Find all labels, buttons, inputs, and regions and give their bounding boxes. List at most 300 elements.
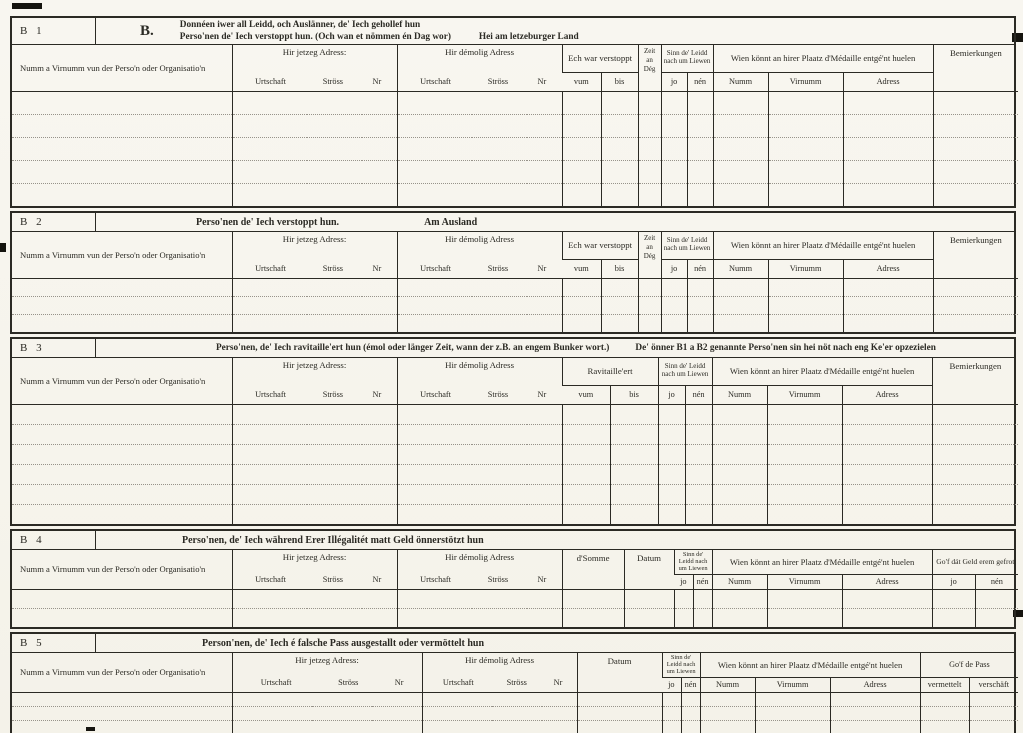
section-b3 (10, 337, 1016, 526)
col-header-current-address (232, 358, 397, 404)
fill-in-cell (12, 160, 232, 183)
fill-in-cell (577, 720, 662, 733)
fill-in-cell (693, 589, 712, 608)
fill-in-cell (397, 314, 562, 332)
fill-in-cell (768, 160, 843, 183)
section-b2 (10, 211, 1016, 334)
fill-in-cell (397, 160, 562, 183)
form-row (12, 464, 1018, 484)
col-header-alive: Sinn de' Leidd nach um Liewen (662, 653, 700, 677)
col-header-date: Datum (577, 653, 662, 692)
fill-in-cell (687, 91, 713, 114)
fill-in-cell (843, 296, 933, 314)
fill-in-cell (700, 720, 755, 733)
fill-in-cell (681, 720, 700, 733)
fill-in-cell (661, 314, 687, 332)
subcol-adress: Adress (842, 574, 932, 589)
section-b1 (10, 16, 1016, 208)
fill-in-cell (933, 183, 1018, 206)
col-header-money-repaid: Go'f dát Geld erem gefrot (932, 550, 1018, 574)
fill-in-cell (768, 278, 843, 296)
fill-in-cell (843, 114, 933, 137)
fill-in-cell (932, 504, 1018, 524)
fill-in-cell (932, 484, 1018, 504)
fill-in-cell (12, 589, 232, 608)
section-b1-title (96, 18, 1014, 44)
fill-in-cell (768, 296, 843, 314)
fill-in-cell (755, 720, 830, 733)
fill-in-cell (610, 504, 658, 524)
section-b1-heading-line2: Perso'nen de' Iech verstoppt hun. (Och wan et nömmen én Dag wor) (179, 32, 451, 42)
section-b4-heading: Perso'nen, de' Iech während Erer Illégalitét matt Geld önnerstötzt hun (182, 534, 484, 546)
section-b1-label: B 1 (12, 18, 96, 44)
table-b4 (12, 550, 1018, 627)
fill-in-cell (658, 424, 685, 444)
fill-in-cell (843, 278, 933, 296)
fill-in-cell (232, 296, 397, 314)
fill-in-cell (681, 692, 700, 706)
fill-in-cell (767, 608, 842, 627)
fill-in-cell (712, 608, 767, 627)
col-header-hidden-period: Ech war verstoppt (562, 45, 638, 72)
section-b4-label: B 4 (12, 531, 96, 549)
col-header-alive: Sinn de' Leidd nach um Liewen (661, 232, 713, 259)
section-b1-heading-location: Hei am letzeburger Land (478, 32, 579, 42)
fill-in-cell (601, 314, 638, 332)
fill-in-cell (969, 692, 1018, 706)
fill-in-cell (601, 137, 638, 160)
fill-in-cell (661, 160, 687, 183)
fill-in-cell (397, 404, 562, 424)
fill-in-cell (638, 91, 661, 114)
form-row (12, 278, 1018, 296)
col-header-current-address (232, 232, 397, 278)
subcol-urtschaft: Urtschaft (255, 390, 286, 400)
col-header-medal: Wien könnt an hirer Plaatz d'Médaille entgé'nt huelen (712, 358, 932, 385)
table-b2 (12, 232, 1018, 332)
fill-in-cell (658, 504, 685, 524)
subcol-virnumm: Virnumm (768, 72, 843, 91)
fill-in-cell (713, 278, 768, 296)
fill-in-cell (843, 160, 933, 183)
fill-in-cell (975, 608, 1018, 627)
col-header-name: Numm a Virnumm vun der Perso'n oder Organisatio'n (12, 358, 232, 404)
fill-in-cell (624, 589, 674, 608)
address-subcolumns (235, 264, 395, 274)
former-address-label: Hir démolig Adress (445, 360, 514, 370)
fill-in-cell (638, 314, 661, 332)
fill-in-cell (562, 91, 601, 114)
fill-in-cell (12, 720, 232, 733)
section-b5-label: B 5 (12, 634, 96, 652)
section-b1-heading-line1: Donnéen iwer all Leidd, och Auslänner, de' Iech gehollef hun (179, 19, 421, 30)
subcol-nr: Nr (537, 264, 547, 274)
col-header-current-address (232, 653, 422, 692)
fill-in-cell (232, 504, 397, 524)
fill-in-cell (920, 706, 969, 720)
section-b4-title-bar (12, 531, 1014, 550)
fill-in-cell (12, 314, 232, 332)
form-row (12, 589, 1018, 608)
fill-in-cell (969, 720, 1018, 733)
col-header-current-address (232, 45, 397, 91)
fill-in-cell (712, 424, 767, 444)
scan-artifact (0, 243, 6, 252)
form-row (12, 183, 1018, 206)
fill-in-cell (712, 444, 767, 464)
fill-in-cell (920, 720, 969, 733)
subcol-nr: Nr (372, 390, 382, 400)
form-b (10, 16, 1016, 733)
former-address-label: Hir démolig Adress (445, 552, 514, 562)
col-header-former-address (397, 232, 562, 278)
fill-in-cell (12, 424, 232, 444)
fill-in-cell (661, 137, 687, 160)
fill-in-cell (713, 160, 768, 183)
fill-in-cell (12, 484, 232, 504)
fill-in-cell (842, 404, 932, 424)
form-row (12, 91, 1018, 114)
section-b4-title (96, 531, 1014, 549)
fill-in-cell (933, 278, 1018, 296)
fill-in-cell (932, 589, 975, 608)
current-address-label: Hir jetzeg Adress: (282, 234, 347, 244)
fill-in-cell (768, 137, 843, 160)
fill-in-cell (562, 484, 610, 504)
fill-in-cell (601, 160, 638, 183)
address-subcolumns (400, 575, 560, 585)
section-b3-heading: Perso'nen, de' Iech ravitaille'ert hun (émol oder länger Zeit, wann der z.B. an engem Bunker wort.) (216, 343, 610, 353)
fill-in-cell (562, 424, 610, 444)
subcol-virnumm: Virnumm (768, 259, 843, 278)
fill-in-cell (397, 484, 562, 504)
subcol-nen: nén (687, 72, 713, 91)
section-b2-title-bar (12, 213, 1014, 232)
former-address-label: Hir démolig Adress (445, 47, 514, 57)
form-row (12, 404, 1018, 424)
subcol-virnumm: Virnumm (767, 385, 842, 404)
fill-in-cell (232, 183, 397, 206)
fill-in-cell (638, 278, 661, 296)
subcol-repaid-jo: jo (932, 574, 975, 589)
fill-in-cell (12, 183, 232, 206)
col-header-remarks: Bemierkungen (932, 358, 1018, 404)
subcol-jo: jo (662, 677, 681, 692)
current-address-header-block (235, 234, 395, 274)
fill-in-cell (767, 504, 842, 524)
fill-in-cell (232, 484, 397, 504)
form-row (12, 608, 1018, 627)
fill-in-cell (601, 91, 638, 114)
fill-in-cell (397, 424, 562, 444)
fill-in-cell (638, 160, 661, 183)
fill-in-cell (685, 404, 712, 424)
fill-in-cell (397, 504, 562, 524)
fill-in-cell (638, 183, 661, 206)
col-header-former-address (422, 653, 577, 692)
subcol-nr: Nr (537, 390, 547, 400)
fill-in-cell (12, 608, 232, 627)
section-b3-label: B 3 (12, 339, 96, 357)
fill-in-cell (562, 160, 601, 183)
subcol-bis: bis (610, 385, 658, 404)
fill-in-cell (577, 692, 662, 706)
fill-in-cell (12, 464, 232, 484)
fill-in-cell (712, 404, 767, 424)
fill-in-cell (842, 424, 932, 444)
fill-in-cell (700, 692, 755, 706)
fill-in-cell (610, 444, 658, 464)
form-row (12, 504, 1018, 524)
fill-in-cell (638, 296, 661, 314)
subcol-jo: jo (674, 574, 693, 589)
col-header-medal: Wien könnt an hirer Plaatz d'Médaille entgé'nt huelen (713, 45, 933, 72)
subcol-virnumm: Virnumm (767, 574, 842, 589)
subcol-repaid-nen: nén (975, 574, 1018, 589)
fill-in-cell (232, 706, 422, 720)
fill-in-cell (232, 720, 422, 733)
current-address-label: Hir jetzeg Adress: (282, 47, 347, 57)
section-b1-heading (180, 19, 579, 43)
fill-in-cell (397, 278, 562, 296)
fill-in-cell (830, 692, 920, 706)
fill-in-cell (687, 160, 713, 183)
section-b5-heading: Person'nen, de' Iech é falsche Pass ausgestallt oder vermöttelt hun (202, 637, 485, 649)
fill-in-cell (713, 296, 768, 314)
fill-in-cell (601, 278, 638, 296)
subcol-vum: vum (562, 385, 610, 404)
fill-in-cell (232, 589, 397, 608)
fill-in-cell (685, 424, 712, 444)
col-header-days: Zeit an Dég (638, 232, 661, 278)
subcol-nr: Nr (394, 678, 404, 688)
former-address-header-block (425, 655, 575, 688)
col-header-name: Numm a Virnumm vun der Perso'n oder Organisatio'n (12, 45, 232, 91)
subcol-verschaft: verschäft (969, 677, 1018, 692)
subcol-jo: jo (661, 72, 687, 91)
former-address-header-block (400, 360, 560, 400)
table-b1 (12, 45, 1018, 206)
fill-in-cell (975, 589, 1018, 608)
fill-in-cell (562, 464, 610, 484)
fill-in-cell (681, 706, 700, 720)
fill-in-cell (12, 296, 232, 314)
fill-in-cell (562, 504, 610, 524)
fill-in-cell (932, 464, 1018, 484)
fill-in-cell (842, 504, 932, 524)
former-address-header-block (400, 234, 560, 274)
fill-in-cell (562, 137, 601, 160)
current-address-header-block (235, 552, 395, 585)
fill-in-cell (232, 278, 397, 296)
fill-in-cell (562, 444, 610, 464)
col-header-remarks: Bemierkungen (933, 232, 1018, 278)
fill-in-cell (397, 444, 562, 464)
col-header-name: Numm a Virnumm vun der Perso'n oder Organisatio'n (12, 232, 232, 278)
fill-in-cell (768, 114, 843, 137)
current-address-label: Hir jetzeg Adress: (282, 360, 347, 370)
subcol-nen: nén (685, 385, 712, 404)
fill-in-cell (767, 404, 842, 424)
fill-in-cell (685, 484, 712, 504)
current-address-header-block (235, 360, 395, 400)
subcol-adress: Adress (842, 385, 932, 404)
fill-in-cell (687, 183, 713, 206)
fill-in-cell (932, 404, 1018, 424)
section-b3-title (96, 339, 1014, 357)
fill-in-cell (830, 720, 920, 733)
fill-in-cell (674, 589, 693, 608)
subcol-stross: Ströss (487, 390, 509, 400)
subcol-vum: vum (562, 259, 601, 278)
fill-in-cell (933, 314, 1018, 332)
current-address-label: Hir jetzeg Adress: (282, 552, 347, 562)
fill-in-cell (232, 91, 397, 114)
subcol-adress: Adress (830, 677, 920, 692)
col-header-medal: Wien könnt an hirer Plaatz d'Médaille entgé'nt huelen (700, 653, 920, 677)
fill-in-cell (712, 504, 767, 524)
fill-in-cell (768, 91, 843, 114)
fill-in-cell (933, 137, 1018, 160)
form-row (12, 114, 1018, 137)
address-subcolumns (235, 77, 395, 87)
fill-in-cell (12, 91, 232, 114)
fill-in-cell (601, 296, 638, 314)
former-address-label: Hir démolig Adress (445, 234, 514, 244)
fill-in-cell (562, 589, 624, 608)
subcol-nr: Nr (537, 575, 547, 585)
subcol-nr: Nr (537, 77, 547, 87)
former-address-header-block (400, 47, 560, 87)
subcol-stross: Ströss (338, 678, 359, 688)
fill-in-cell (767, 484, 842, 504)
fill-in-cell (687, 137, 713, 160)
fill-in-cell (397, 608, 562, 627)
fill-in-cell (685, 464, 712, 484)
fill-in-cell (422, 706, 577, 720)
fill-in-cell (624, 608, 674, 627)
fill-in-cell (842, 608, 932, 627)
subcol-stross: Ströss (322, 77, 344, 87)
fill-in-cell (842, 464, 932, 484)
fill-in-cell (562, 314, 601, 332)
fill-in-cell (601, 114, 638, 137)
section-b2-heading-location: Am Ausland (424, 216, 478, 228)
fill-in-cell (610, 424, 658, 444)
address-subcolumns (400, 264, 560, 274)
form-row (12, 296, 1018, 314)
fill-in-cell (932, 444, 1018, 464)
fill-in-cell (843, 314, 933, 332)
address-subcolumns (235, 678, 420, 688)
fill-in-cell (662, 720, 681, 733)
col-header-alive: Sinn de' Leidd nach um Liewen (661, 45, 713, 72)
fill-in-cell (661, 183, 687, 206)
subcol-jo: jo (661, 259, 687, 278)
former-address-label: Hir démolig Adress (465, 655, 534, 666)
subcol-urtschaft: Urtschaft (255, 77, 286, 87)
address-subcolumns (235, 575, 395, 585)
fill-in-cell (601, 183, 638, 206)
fill-in-cell (685, 504, 712, 524)
section-b-letter: B. (140, 22, 154, 39)
col-header-former-address (397, 358, 562, 404)
fill-in-cell (12, 404, 232, 424)
address-subcolumns (400, 77, 560, 87)
fill-in-cell (661, 114, 687, 137)
col-header-alive: Sinn de' Leidd nach um Liewen (658, 358, 712, 385)
section-b1-heading-line2-row (180, 31, 579, 43)
fill-in-cell (933, 114, 1018, 137)
fill-in-cell (932, 608, 975, 627)
fill-in-cell (767, 589, 842, 608)
section-b2-label: B 2 (12, 213, 96, 231)
fill-in-cell (933, 160, 1018, 183)
table-b3 (12, 358, 1018, 524)
fill-in-cell (755, 692, 830, 706)
fill-in-cell (422, 720, 577, 733)
form-row (12, 314, 1018, 332)
fill-in-cell (687, 296, 713, 314)
section-b2-title (96, 213, 1014, 231)
subcol-jo: jo (658, 385, 685, 404)
fill-in-cell (767, 424, 842, 444)
subcol-nen: nén (681, 677, 700, 692)
subcol-stross: Ströss (487, 264, 509, 274)
fill-in-cell (693, 608, 712, 627)
fill-in-cell (232, 114, 397, 137)
fill-in-cell (397, 183, 562, 206)
fill-in-cell (842, 589, 932, 608)
subcol-stross: Ströss (322, 264, 344, 274)
fill-in-cell (687, 314, 713, 332)
fill-in-cell (638, 114, 661, 137)
subcol-urtschaft: Urtschaft (420, 575, 451, 585)
fill-in-cell (932, 424, 1018, 444)
fill-in-cell (933, 296, 1018, 314)
section-b2-heading: Perso'nen de' Iech verstoppt hun. (196, 216, 340, 228)
fill-in-cell (422, 692, 577, 706)
subcol-nr: Nr (553, 678, 563, 688)
fill-in-cell (12, 114, 232, 137)
fill-in-cell (842, 444, 932, 464)
form-row (12, 160, 1018, 183)
col-header-hidden-period: Ech war verstoppt (562, 232, 638, 259)
fill-in-cell (843, 183, 933, 206)
fill-in-cell (713, 91, 768, 114)
subcol-nr: Nr (372, 264, 382, 274)
fill-in-cell (397, 91, 562, 114)
fill-in-cell (662, 692, 681, 706)
fill-in-cell (232, 404, 397, 424)
fill-in-cell (713, 114, 768, 137)
form-row (12, 720, 1018, 733)
col-header-former-address (397, 550, 562, 589)
fill-in-cell (232, 137, 397, 160)
fill-in-cell (610, 484, 658, 504)
form-row (12, 444, 1018, 464)
subcol-stross: Ströss (487, 77, 509, 87)
fill-in-cell (562, 608, 624, 627)
subcol-adress: Adress (843, 72, 933, 91)
col-header-pass: Go'f de Pass (920, 653, 1018, 677)
fill-in-cell (712, 464, 767, 484)
address-subcolumns (235, 390, 395, 400)
section-b3-heading-note: De' önner B1 a B2 genannte Perso'nen sin hei nöt nach eng Ke'er opzezielen (635, 343, 936, 353)
col-header-medal: Wien könnt an hirer Plaatz d'Médaille entgé'nt huelen (712, 550, 932, 574)
fill-in-cell (562, 183, 601, 206)
col-header-name: Numm a Virnumm vun der Perso'n oder Organisatio'n (12, 550, 232, 589)
